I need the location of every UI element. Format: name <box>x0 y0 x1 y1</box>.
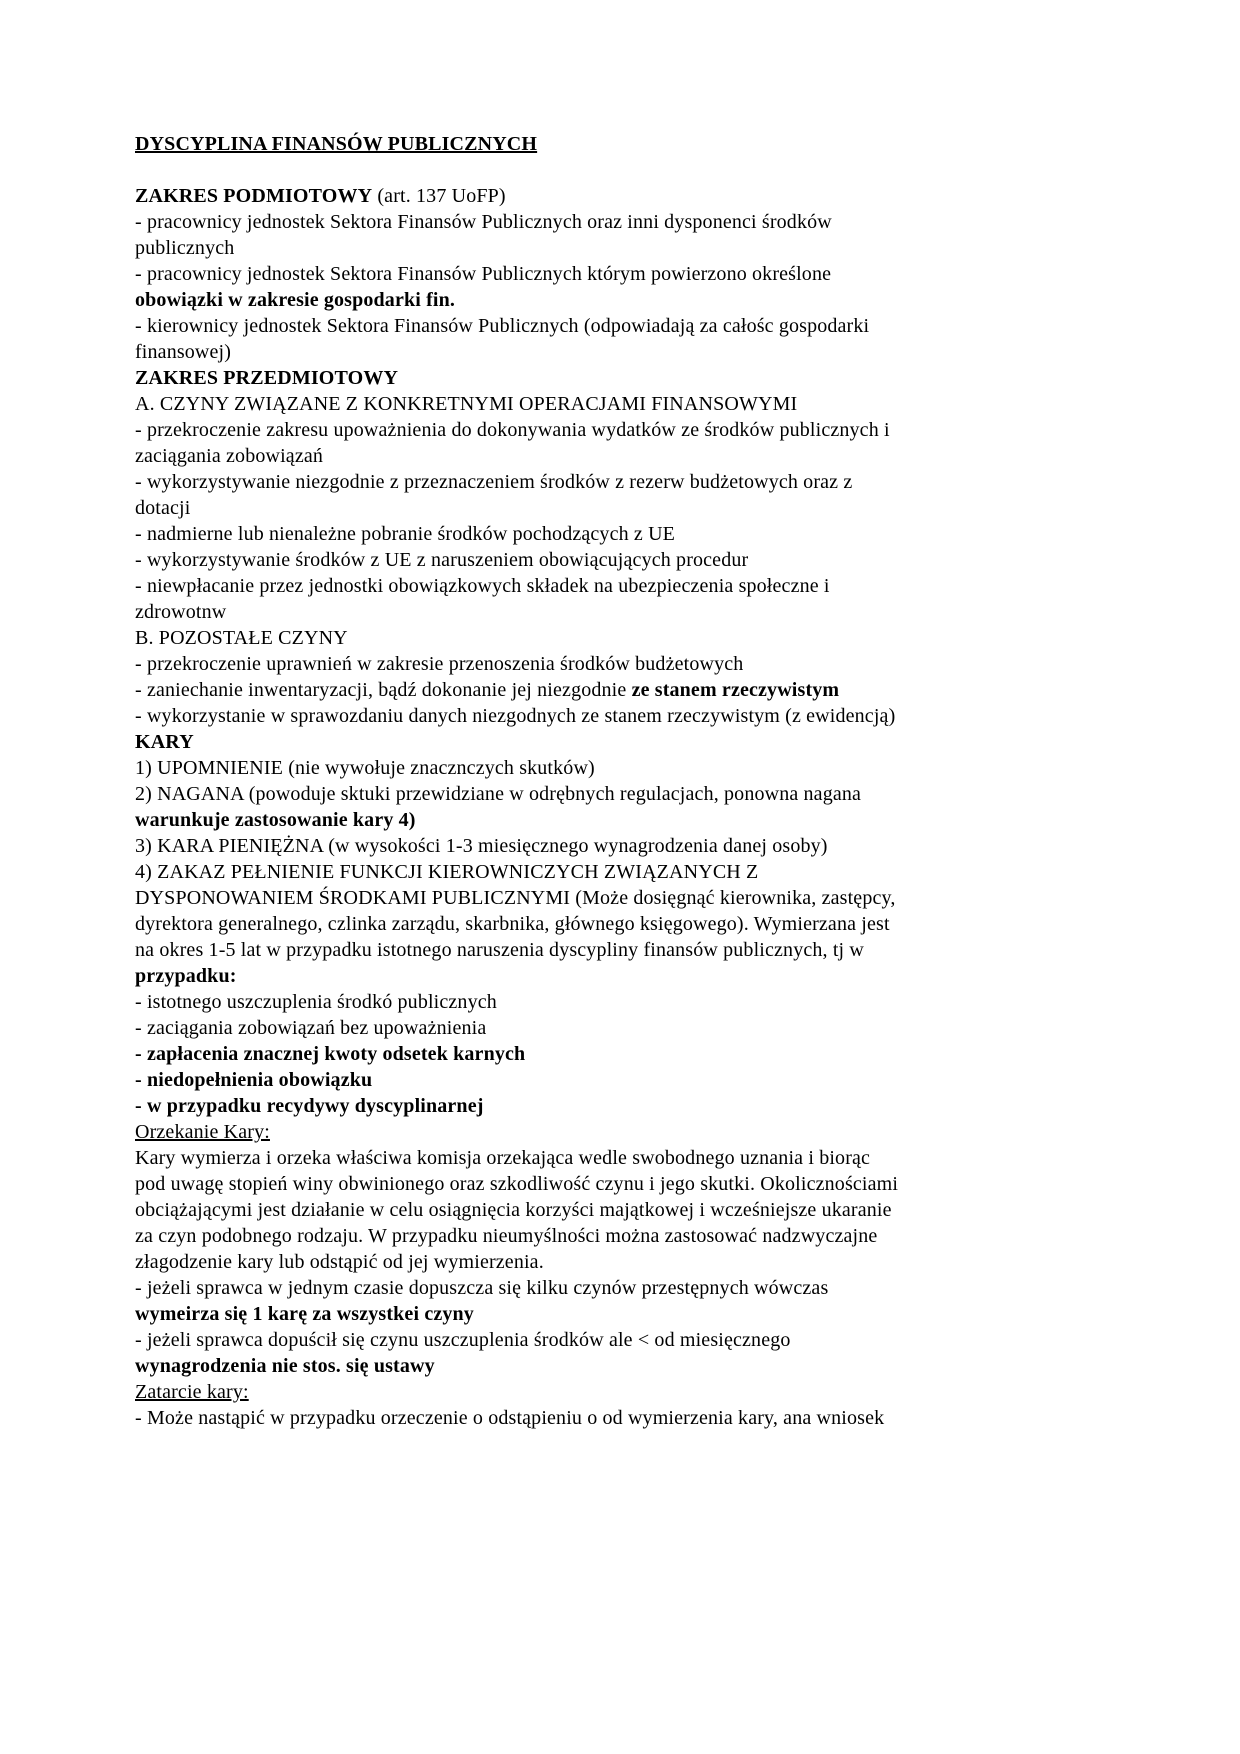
bold-text-run: KARY <box>135 731 194 753</box>
text-run: na okres 1-5 lat w przypadku istotnego naruszenia dyscypliny finansów publicznych, tj w <box>135 939 864 961</box>
text-run: - pracownicy jednostek Sektora Finansów Publicznych którym powierzono określone <box>135 263 832 285</box>
text-run: B. POZOSTAŁE CZYNY <box>135 627 348 649</box>
text-run: - kierownicy jednostek Sektora Finansów Publicznych (odpowiadają za całośc gospodarki <box>135 315 870 337</box>
text-run: - istotnego uszczuplenia środkó publicznych <box>135 991 497 1013</box>
text-line <box>135 807 1150 833</box>
bold-text-run: wynagrodzenia nie stos. się ustawy <box>135 1355 435 1377</box>
text-line <box>135 235 1150 261</box>
text-line <box>135 989 1150 1015</box>
text-line <box>135 157 1150 183</box>
text-line <box>135 781 1150 807</box>
document-text <box>135 131 1150 1431</box>
text-run: - przekroczenie uprawnień w zakresie przenoszenia środków budżetowych <box>135 653 744 675</box>
text-run: dotacji <box>135 497 191 519</box>
text-line <box>135 313 1150 339</box>
text-run: 3) KARA PIENIĘŻNA (w wysokości 1-3 miesięcznego wynagrodzenia danej osoby) <box>135 835 828 857</box>
text-line <box>135 183 1150 209</box>
text-line <box>135 755 1150 781</box>
bold-text-run: przypadku: <box>135 965 237 987</box>
text-line <box>135 573 1150 599</box>
underlined-heading-text: Orzekanie Kary: <box>135 1121 270 1143</box>
text-line <box>135 1067 1150 1093</box>
text-line <box>135 677 1150 703</box>
bold-text-run: wymeirza się 1 karę za wszystkei czyny <box>135 1303 474 1325</box>
text-line <box>135 1015 1150 1041</box>
text-run: dyrektora generalnego, czlinka zarządu, skarbnika, głównego księgowego). Wymierzana jest <box>135 913 890 935</box>
underlined-heading-text: DYSCYPLINA FINANSÓW PUBLICZNYCH <box>135 133 538 155</box>
text-run: publicznych <box>135 237 235 259</box>
text-run: - Może nastąpić w przypadku orzeczenie o odstąpieniu o od wymierzenia kary, ana wniosek <box>135 1407 885 1429</box>
bold-text-run: obowiązki w zakresie gospodarki fin. <box>135 289 456 311</box>
text-line <box>135 937 1150 963</box>
text-line <box>135 1379 1150 1405</box>
text-line <box>135 1223 1150 1249</box>
text-run: - jeżeli sprawca w jednym czasie dopuszcza się kilku czynów przestępnych wówczas <box>135 1277 829 1299</box>
text-line <box>135 625 1150 651</box>
text-line <box>135 209 1150 235</box>
text-line <box>135 1119 1150 1145</box>
text-line <box>135 1301 1150 1327</box>
text-line <box>135 1171 1150 1197</box>
text-line <box>135 1093 1150 1119</box>
text-line <box>135 1405 1150 1431</box>
text-line <box>135 1197 1150 1223</box>
text-run: finansowej) <box>135 341 232 363</box>
text-line <box>135 521 1150 547</box>
text-run: 1) UPOMNIENIE (nie wywołuje znacznczych skutków) <box>135 757 595 779</box>
text-run: - wykorzystywanie środków z UE z naruszeniem obowiącujących procedur <box>135 549 749 571</box>
text-line <box>135 1249 1150 1275</box>
text-run: - zaniechanie inwentaryzacji, bądź dokonanie jej niezgodnie <box>135 679 632 701</box>
text-line <box>135 885 1150 911</box>
text-run: A. CZYNY ZWIĄZANE Z KONKRETNYMI OPERACJAMI FINANSOWYMI <box>135 393 798 415</box>
text-run: - pracownicy jednostek Sektora Finansów Publicznych oraz inni dysponenci środków <box>135 211 832 233</box>
bold-text-run: ZAKRES PODMIOTOWY <box>135 185 373 207</box>
text-run: za czyn podobnego rodzaju. W przypadku nieumyślności można zastosować nadzwyczajne <box>135 1225 878 1247</box>
text-run: Kary wymierza i orzeka właściwa komisja orzekająca wedle swobodnego uznania i biorąc <box>135 1147 871 1169</box>
text-run: DYSPONOWANIEM ŚRODKAMI PUBLICZNYMI (Może dosięgnąć kierownika, zastępcy, <box>135 887 896 909</box>
text-run: - nadmierne lub nienależne pobranie środków pochodzących z UE <box>135 523 676 545</box>
text-run: - przekroczenie zakresu upoważnienia do dokonywania wydatków ze środków publicznych i <box>135 419 890 441</box>
text-line <box>135 287 1150 313</box>
text-line <box>135 1145 1150 1171</box>
text-line <box>135 339 1150 365</box>
text-run: zaciągania zobowiązań <box>135 445 324 467</box>
underlined-heading-text: Zatarcie kary: <box>135 1381 249 1403</box>
text-line <box>135 1353 1150 1379</box>
text-line <box>135 417 1150 443</box>
text-line <box>135 365 1150 391</box>
text-line <box>135 443 1150 469</box>
text-run: - wykorzystywanie niezgodnie z przeznaczeniem środków z rezerw budżetowych oraz z <box>135 471 853 493</box>
text-run: - zaciągania zobowiązań bez upoważnienia <box>135 1017 487 1039</box>
text-line <box>135 859 1150 885</box>
text-line <box>135 963 1150 989</box>
text-line <box>135 1327 1150 1353</box>
bold-text-run: - w przypadku recydywy dyscyplinarnej <box>135 1095 484 1117</box>
text-line <box>135 599 1150 625</box>
text-line <box>135 469 1150 495</box>
text-run: 2) NAGANA (powoduje sktuki przewidziane w odrębnych regulacjach, ponowna nagana <box>135 783 862 805</box>
text-line <box>135 1275 1150 1301</box>
text-line <box>135 1041 1150 1067</box>
text-run: 4) ZAKAZ PEŁNIENIE FUNKCJI KIEROWNICZYCH ZWIĄZANYCH Z <box>135 861 759 883</box>
text-line <box>135 391 1150 417</box>
text-run: (art. 137 UoFP) <box>372 185 506 207</box>
bold-text-run: - niedopełnienia obowiązku <box>135 1069 373 1091</box>
text-line <box>135 261 1150 287</box>
text-line <box>135 651 1150 677</box>
bold-text-run: ZAKRES PRZEDMIOTOWY <box>135 367 399 389</box>
bold-text-run: ze stanem rzeczywistym <box>631 679 840 701</box>
text-run: - niewpłacanie przez jednostki obowiązkowych składek na ubezpieczenia społeczne i <box>135 575 830 597</box>
text-run: zdrowotnw <box>135 601 227 623</box>
text-line <box>135 703 1150 729</box>
text-run: - wykorzystanie w sprawozdaniu danych niezgodnych ze stanem rzeczywistym (z ewidencją) <box>135 705 896 727</box>
text-run: pod uwagę stopień winy obwinionego oraz szkodliwość czynu i jego skutki. Okolicznościami <box>135 1173 899 1195</box>
text-run: obciążającymi jest działanie w celu osiągnięcia korzyści majątkowej i wcześniejsze ukaranie <box>135 1199 892 1221</box>
text-line <box>135 833 1150 859</box>
text-line <box>135 547 1150 573</box>
text-line <box>135 911 1150 937</box>
text-line <box>135 495 1150 521</box>
text-line <box>135 729 1150 755</box>
text-line <box>135 131 1150 157</box>
bold-text-run: - zapłacenia znacznej kwoty odsetek karnych <box>135 1043 526 1065</box>
bold-text-run: warunkuje zastosowanie kary 4) <box>135 809 416 831</box>
text-run: - jeżeli sprawca dopuścił się czynu uszczuplenia środków ale < od miesięcznego <box>135 1329 791 1351</box>
text-run: złagodzenie kary lub odstąpić od jej wymierzenia. <box>135 1251 544 1273</box>
